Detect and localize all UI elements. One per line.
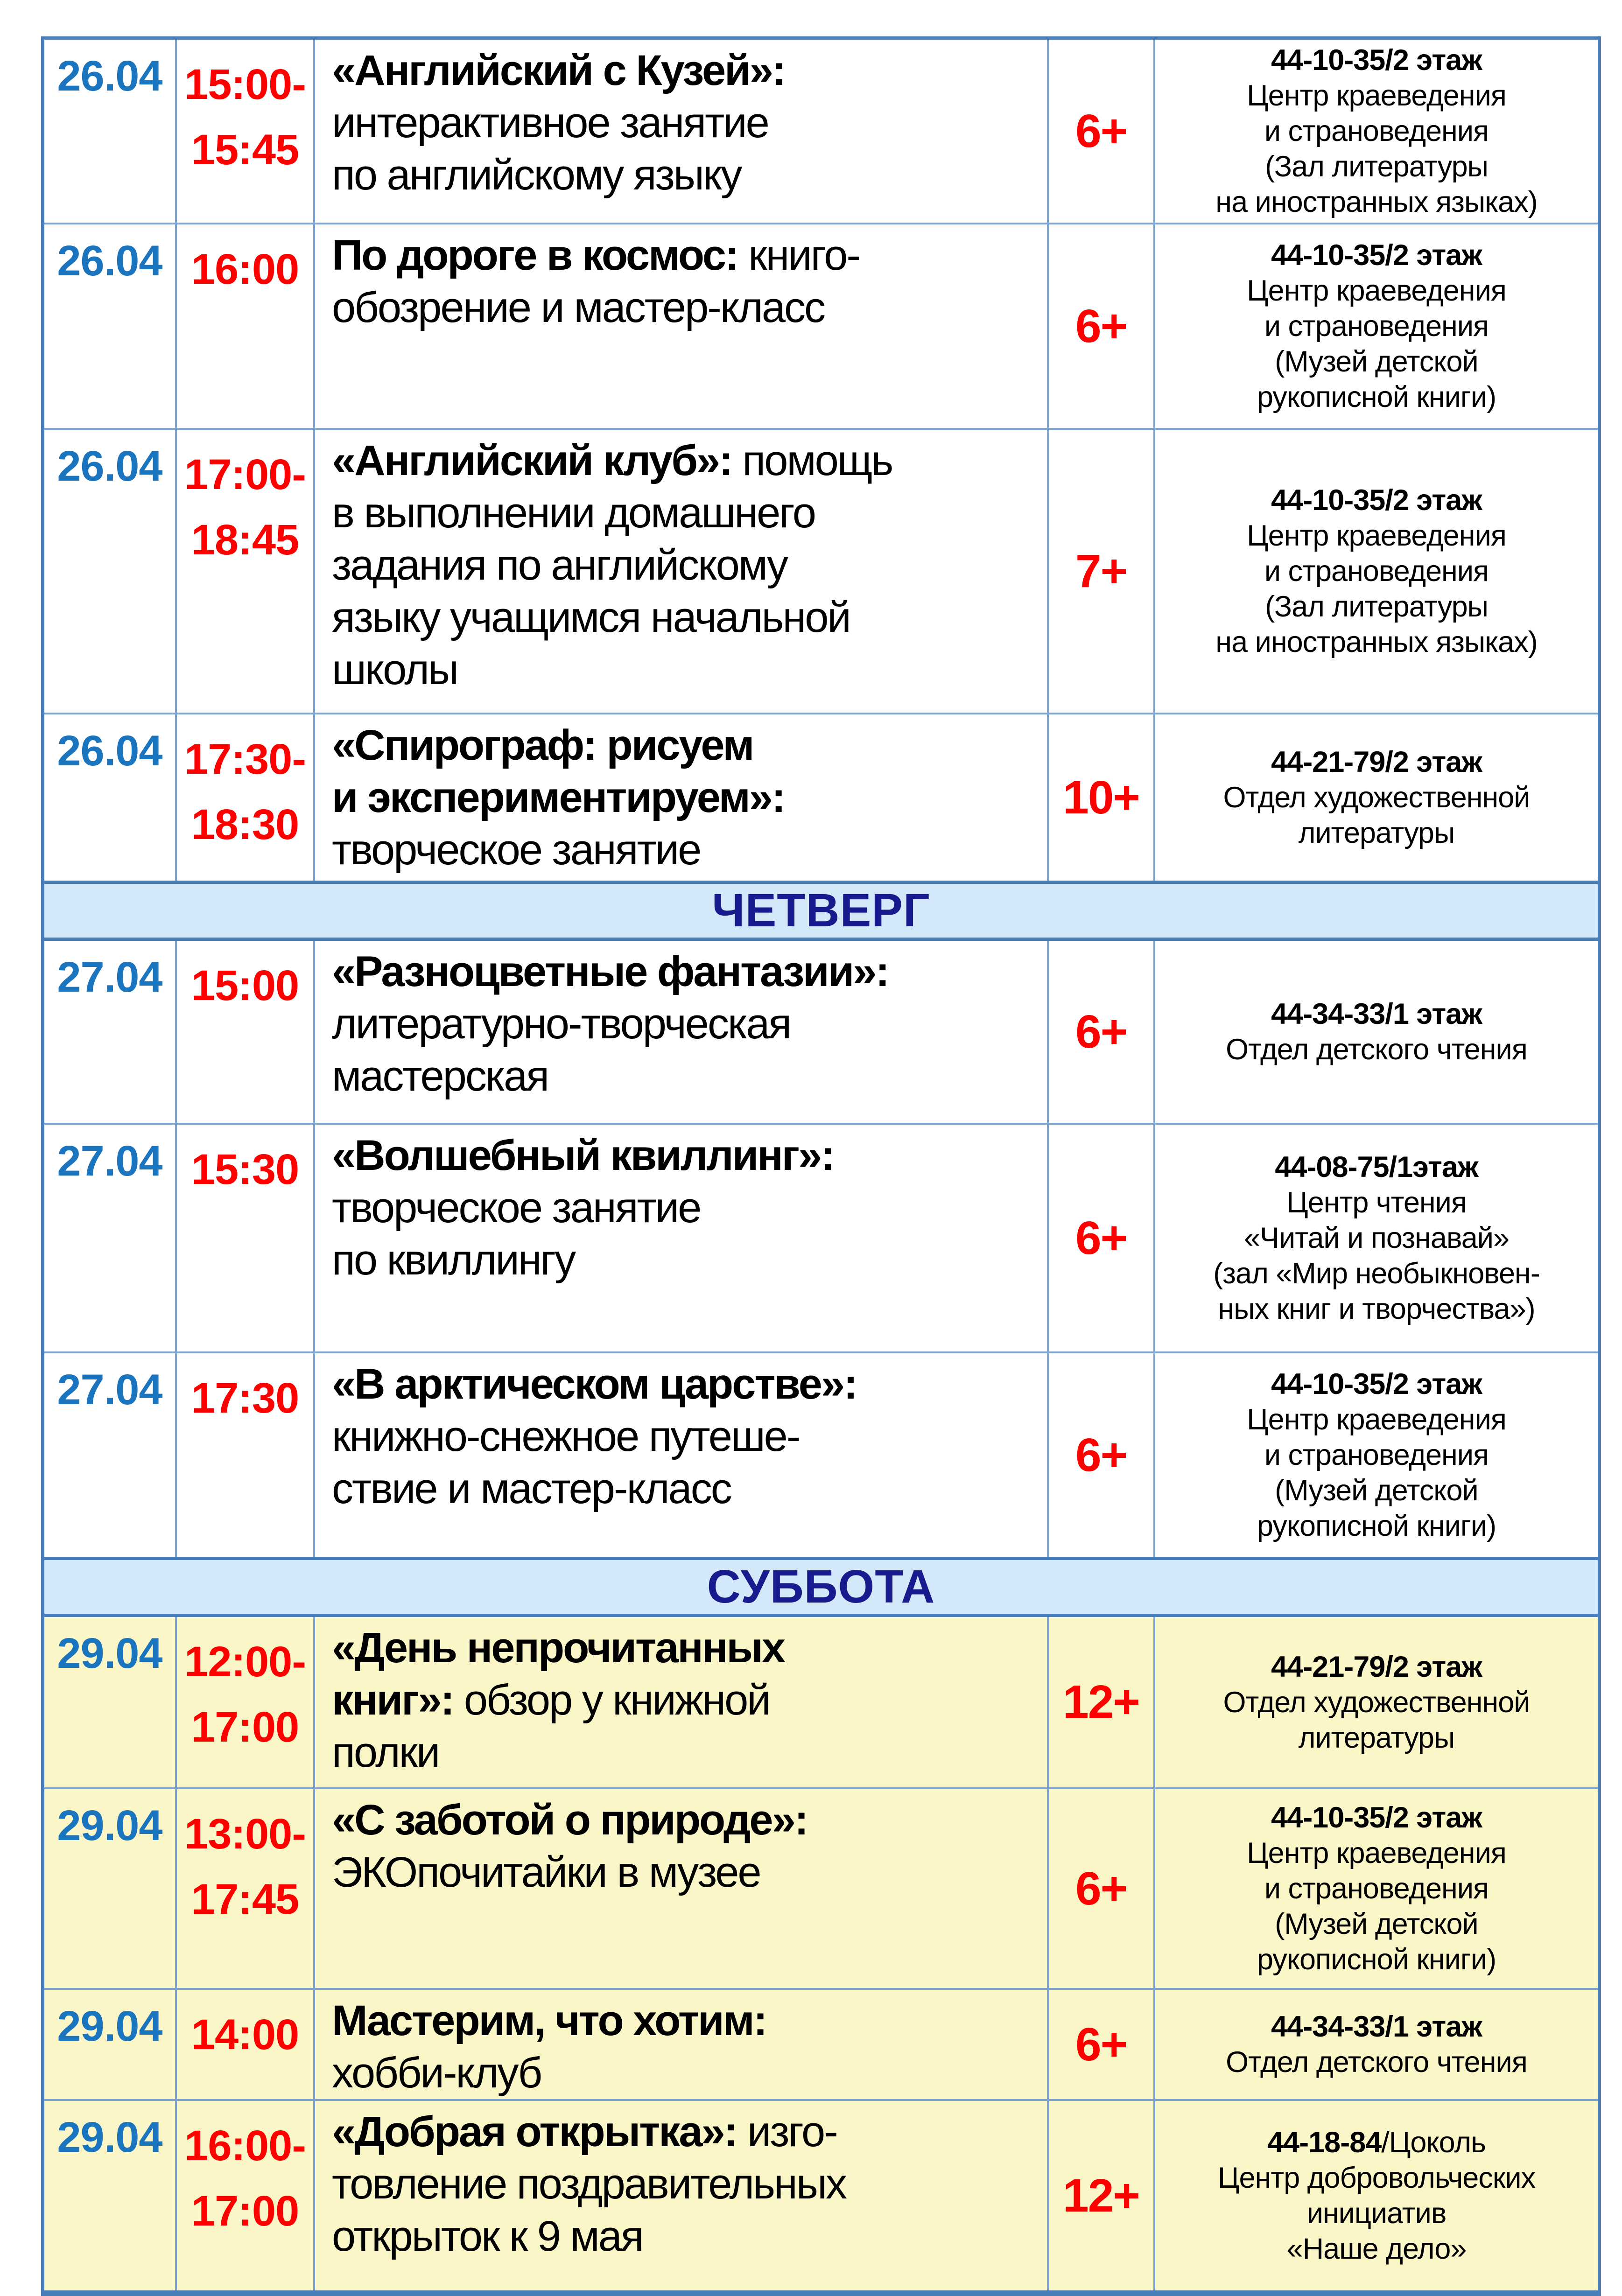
text-line: [1162, 744, 1591, 780]
time-cell: [175, 714, 313, 881]
text-segment: товление поздравительных: [332, 2160, 846, 2208]
day-header-row: [44, 881, 1598, 941]
text-segment: Отдел художественной: [1223, 1686, 1530, 1719]
text-line: [332, 539, 1036, 591]
text-segment: Центр краеведения: [1247, 1403, 1506, 1436]
text-line: [332, 2047, 1036, 2099]
text-segment: рукописной книги): [1257, 381, 1496, 413]
text-line: [332, 1794, 1036, 1846]
text-segment: (Зал литературы: [1265, 590, 1488, 623]
time-line: 15:00: [191, 962, 299, 1009]
text-line: [1162, 1942, 1591, 1977]
text-segment: задания по английскому: [332, 541, 787, 589]
text-line: [332, 644, 1036, 696]
schedule-row: [44, 1123, 1598, 1351]
bold-text-segment: и экспериментируем»:: [332, 774, 785, 821]
text-segment: книго-: [737, 231, 860, 279]
text-line: [332, 1846, 1036, 1898]
age-badge: 12+: [1047, 2101, 1153, 2290]
text-line: [1162, 2160, 1591, 2196]
text-segment: в выполнении домашнего: [332, 489, 815, 537]
event-cell: [313, 1617, 1047, 1787]
bold-text-segment: 44-21-79/2 этаж: [1271, 746, 1482, 778]
date-cell: 27.04: [57, 1366, 162, 1414]
bold-text-segment: «Разноцветные фантазии»:: [332, 948, 889, 995]
text-segment: полки: [332, 1729, 439, 1776]
text-line: [1162, 1220, 1591, 1256]
event-cell: [313, 1353, 1047, 1557]
text-segment: по квиллингу: [332, 1236, 575, 1284]
bold-text-segment: книг»:: [332, 1676, 454, 1724]
location-cell: [1153, 224, 1598, 428]
text-line: [332, 2210, 1036, 2262]
text-segment: литературы: [1298, 817, 1455, 849]
schedule-table: [41, 36, 1601, 2296]
event-cell: [313, 430, 1047, 713]
age-badge: 6+: [1047, 1789, 1153, 1988]
time-line: 17:30-: [184, 735, 306, 783]
text-segment: рукописной книги): [1257, 1510, 1496, 1542]
schedule-row: [44, 1617, 1598, 1787]
time-cell: [175, 1353, 313, 1557]
text-line: [332, 2158, 1036, 2210]
text-line: [1162, 78, 1591, 113]
text-segment: и страноведения: [1264, 1872, 1489, 1905]
text-line: [1162, 2231, 1591, 2267]
text-line: [1162, 1032, 1591, 1067]
bold-text-segment: «В арктическом царстве»:: [332, 1360, 857, 1408]
bold-text-segment: 44-34-33/1 этаж: [1271, 2010, 1482, 2043]
bold-text-segment: По дороге в космос:: [332, 231, 738, 279]
text-line: [1162, 518, 1591, 553]
text-segment: по английскому языку: [332, 151, 741, 199]
event-cell: [313, 941, 1047, 1123]
text-line: [332, 229, 1036, 281]
text-line: [1162, 1835, 1591, 1871]
text-line: [332, 434, 1036, 487]
text-line: [332, 771, 1036, 824]
event-cell: [313, 1990, 1047, 2099]
text-segment: и страноведения: [1264, 1439, 1489, 1471]
text-line: [1162, 1149, 1591, 1185]
bold-text-segment: 44-21-79/2 этаж: [1271, 1650, 1482, 1683]
text-segment: Центр краеведения: [1247, 1837, 1506, 1869]
text-segment: открыток к 9 мая: [332, 2212, 643, 2260]
time-cell: [175, 2101, 313, 2290]
bold-text-segment: 44-08-75/1этаж: [1275, 1151, 1478, 1183]
text-segment: (зал «Мир необыкновен-: [1213, 1257, 1540, 1290]
text-segment: языку учащимся начальной: [332, 594, 850, 641]
text-line: [332, 1726, 1036, 1778]
text-segment: и страноведения: [1264, 310, 1489, 343]
text-line: [1162, 1256, 1591, 1291]
time-line: 17:00: [191, 1703, 299, 1751]
text-segment: ствие и мастер-класс: [332, 1465, 731, 1512]
text-segment: мастерская: [332, 1052, 548, 1100]
text-line: [1162, 1906, 1591, 1942]
event-cell: [313, 224, 1047, 428]
time-line: 18:30: [191, 801, 299, 848]
bold-text-segment: «Английский с Кузей»:: [332, 47, 785, 94]
text-segment: обозрение и мастер-класс: [332, 284, 824, 331]
date-cell: 26.04: [57, 727, 162, 775]
text-line: [1162, 1402, 1591, 1437]
text-segment: на иностранных языках): [1215, 626, 1538, 658]
text-segment: обзор у книжной: [453, 1676, 770, 1724]
location-cell: [1153, 2101, 1598, 2290]
day-header-label: СУББОТА: [707, 1561, 935, 1613]
location-cell: [1153, 430, 1598, 713]
text-line: [332, 719, 1036, 771]
text-segment: изго-: [737, 2108, 837, 2156]
text-line: [332, 1410, 1036, 1463]
text-segment: Центр краеведения: [1247, 519, 1506, 552]
text-line: [1162, 1685, 1591, 1720]
schedule-row: [44, 223, 1598, 428]
schedule-row: [44, 941, 1598, 1123]
text-segment: на иностранных языках): [1215, 186, 1538, 218]
text-segment: интерактивное занятие: [332, 99, 768, 147]
text-segment: и страноведения: [1264, 115, 1489, 147]
schedule-row: [44, 1787, 1598, 1988]
time-line: 12:00-: [184, 1638, 306, 1686]
age-badge: 6+: [1047, 1125, 1153, 1351]
text-line: [1162, 553, 1591, 589]
location-cell: [1153, 1789, 1598, 1988]
text-segment: «Читай и познавай»: [1244, 1222, 1509, 1254]
bold-text-segment: 44-34-33/1 этаж: [1271, 998, 1482, 1030]
text-segment: /Цоколь: [1381, 2126, 1486, 2159]
text-segment: инициатив: [1306, 2197, 1446, 2230]
text-line: [1162, 308, 1591, 344]
text-segment: ЭКОпочитайки в музее: [332, 1848, 760, 1896]
text-line: [332, 1050, 1036, 1102]
text-segment: и страноведения: [1264, 555, 1489, 588]
text-line: [332, 1129, 1036, 1182]
date-cell: 29.04: [57, 1802, 162, 1849]
text-line: [1162, 2125, 1591, 2160]
text-line: [1162, 815, 1591, 851]
text-line: [332, 281, 1036, 334]
text-line: [1162, 1720, 1591, 1756]
age-badge: 12+: [1047, 1617, 1153, 1787]
text-line: [1162, 1473, 1591, 1508]
time-line: 17:00-: [184, 451, 306, 498]
text-segment: рукописной книги): [1257, 1943, 1496, 1976]
text-line: [1162, 1185, 1591, 1220]
text-segment: (Музей детской: [1275, 345, 1478, 378]
text-segment: Отдел детского чтения: [1226, 1033, 1527, 1066]
text-line: [1162, 184, 1591, 220]
location-cell: [1153, 1125, 1598, 1351]
text-line: [332, 591, 1036, 644]
time-line: 18:45: [191, 516, 299, 564]
time-line: 15:00-: [184, 61, 306, 108]
text-line: [1162, 42, 1591, 78]
text-line: [1162, 996, 1591, 1032]
time-line: 15:30: [191, 1146, 299, 1193]
date-cell: 26.04: [57, 237, 162, 285]
text-segment: творческое занятие: [332, 826, 701, 874]
event-cell: [313, 2101, 1047, 2290]
text-line: [1162, 1366, 1591, 1402]
date-cell: 27.04: [57, 953, 162, 1001]
day-header-row: [44, 1557, 1598, 1617]
text-segment: книжно-снежное путеше-: [332, 1413, 800, 1460]
time-cell: [175, 224, 313, 428]
time-cell: [175, 1617, 313, 1787]
event-cell: [313, 1789, 1047, 1988]
text-segment: Центр добровольческих: [1217, 2162, 1536, 2194]
text-line: [332, 149, 1036, 201]
text-line: [1162, 1871, 1591, 1906]
text-line: [1162, 589, 1591, 624]
date-cell: 26.04: [57, 52, 162, 100]
location-cell: [1153, 1617, 1598, 1787]
text-line: [1162, 1291, 1591, 1327]
bold-text-segment: «С заботой о природе»:: [332, 1796, 807, 1844]
text-segment: (Музей детской: [1275, 1908, 1478, 1940]
text-segment: Отдел детского чтения: [1226, 2046, 1527, 2079]
time-cell: [175, 1125, 313, 1351]
text-line: [332, 1995, 1036, 2047]
time-cell: [175, 1990, 313, 2099]
age-badge: 6+: [1047, 1353, 1153, 1557]
text-line: [1162, 624, 1591, 660]
schedule-row: [44, 428, 1598, 713]
text-line: [1162, 1508, 1591, 1544]
bold-text-segment: «День непрочитанных: [332, 1624, 785, 1672]
age-badge: 6+: [1047, 1990, 1153, 2099]
bold-text-segment: 44-10-35/2 этаж: [1271, 1801, 1482, 1834]
text-segment: литературно-творческая: [332, 1000, 791, 1048]
text-line: [332, 1463, 1036, 1515]
location-cell: [1153, 1353, 1598, 1557]
time-line: 13:00-: [184, 1810, 306, 1858]
text-segment: Отдел художественной: [1223, 781, 1530, 814]
schedule-row: [44, 40, 1598, 223]
text-line: [332, 824, 1036, 876]
bold-text-segment: 44-10-35/2 этаж: [1271, 1368, 1482, 1400]
time-cell: [175, 1789, 313, 1988]
day-header-label: ЧЕТВЕРГ: [712, 884, 930, 937]
text-line: [332, 1234, 1036, 1286]
date-cell: 29.04: [57, 1630, 162, 1677]
bold-text-segment: 44-10-35/2 этаж: [1271, 239, 1482, 272]
text-line: [1162, 1800, 1591, 1835]
text-line: [332, 1622, 1036, 1674]
text-line: [1162, 149, 1591, 184]
text-segment: (Музей детской: [1275, 1474, 1478, 1507]
time-line: 16:00-: [184, 2122, 306, 2170]
bold-text-segment: 44-18-84: [1267, 2126, 1382, 2159]
time-line: 17:45: [191, 1876, 299, 1923]
time-line: 15:45: [191, 126, 299, 174]
schedule-row: [44, 1988, 1598, 2099]
bold-text-segment: «Добрая открытка»:: [332, 2108, 737, 2156]
schedule-row: [44, 2099, 1598, 2290]
location-cell: [1153, 1990, 1598, 2099]
bold-text-segment: «Английский клуб»:: [332, 437, 732, 484]
text-segment: литературы: [1298, 1721, 1455, 1754]
text-line: [1162, 113, 1591, 149]
time-line: 17:00: [191, 2187, 299, 2235]
time-cell: [175, 40, 313, 223]
time-line: 17:30: [191, 1374, 299, 1422]
date-cell: 29.04: [57, 2114, 162, 2161]
text-line: [1162, 2196, 1591, 2231]
time-cell: [175, 941, 313, 1123]
text-line: [1162, 483, 1591, 518]
age-badge: 6+: [1047, 40, 1153, 223]
schedule-row: [44, 1351, 1598, 1557]
text-line: [332, 2106, 1036, 2158]
text-segment: хобби-клуб: [332, 2049, 541, 2097]
location-cell: [1153, 40, 1598, 223]
event-cell: [313, 40, 1047, 223]
event-cell: [313, 1125, 1047, 1351]
text-line: [332, 44, 1036, 97]
time-line: 14:00: [191, 2011, 299, 2058]
text-segment: Центр краеведения: [1247, 79, 1506, 112]
text-line: [332, 97, 1036, 149]
bold-text-segment: Мастерим, что хотим:: [332, 1997, 766, 2044]
bold-text-segment: 44-10-35/2 этаж: [1271, 484, 1482, 517]
text-segment: школы: [332, 646, 458, 693]
date-cell: 29.04: [57, 2002, 162, 2050]
text-segment: «Наше дело»: [1286, 2233, 1467, 2265]
location-cell: [1153, 941, 1598, 1123]
text-segment: Центр краеведения: [1247, 274, 1506, 307]
location-cell: [1153, 714, 1598, 881]
schedule-row: [44, 713, 1598, 881]
text-line: [1162, 1649, 1591, 1685]
text-line: [332, 1674, 1036, 1726]
event-cell: [313, 714, 1047, 881]
text-line: [1162, 1437, 1591, 1473]
text-line: [1162, 2044, 1591, 2080]
text-segment: помощь: [731, 437, 892, 484]
time-cell: [175, 430, 313, 713]
date-cell: 26.04: [57, 442, 162, 490]
text-segment: (Зал литературы: [1265, 150, 1488, 183]
text-line: [1162, 2009, 1591, 2044]
text-segment: Центр чтения: [1286, 1186, 1467, 1219]
age-badge: 6+: [1047, 941, 1153, 1123]
text-line: [332, 487, 1036, 539]
time-line: 16:00: [191, 245, 299, 293]
age-badge: 6+: [1047, 224, 1153, 428]
text-line: [1162, 344, 1591, 379]
text-segment: ных книг и творчества»): [1218, 1293, 1535, 1325]
age-badge: 7+: [1047, 430, 1153, 713]
text-line: [1162, 379, 1591, 415]
text-line: [332, 1182, 1036, 1234]
text-segment: творческое занятие: [332, 1184, 701, 1232]
text-line: [1162, 273, 1591, 308]
text-line: [1162, 780, 1591, 815]
bold-text-segment: «Спирограф: рисуем: [332, 721, 753, 769]
bold-text-segment: 44-10-35/2 этаж: [1271, 44, 1482, 77]
text-line: [332, 945, 1036, 998]
text-line: [332, 1358, 1036, 1410]
text-line: [1162, 238, 1591, 273]
bold-text-segment: «Волшебный квиллинг»:: [332, 1132, 834, 1179]
date-cell: 27.04: [57, 1137, 162, 1185]
age-badge: 10+: [1047, 714, 1153, 881]
text-line: [332, 998, 1036, 1050]
